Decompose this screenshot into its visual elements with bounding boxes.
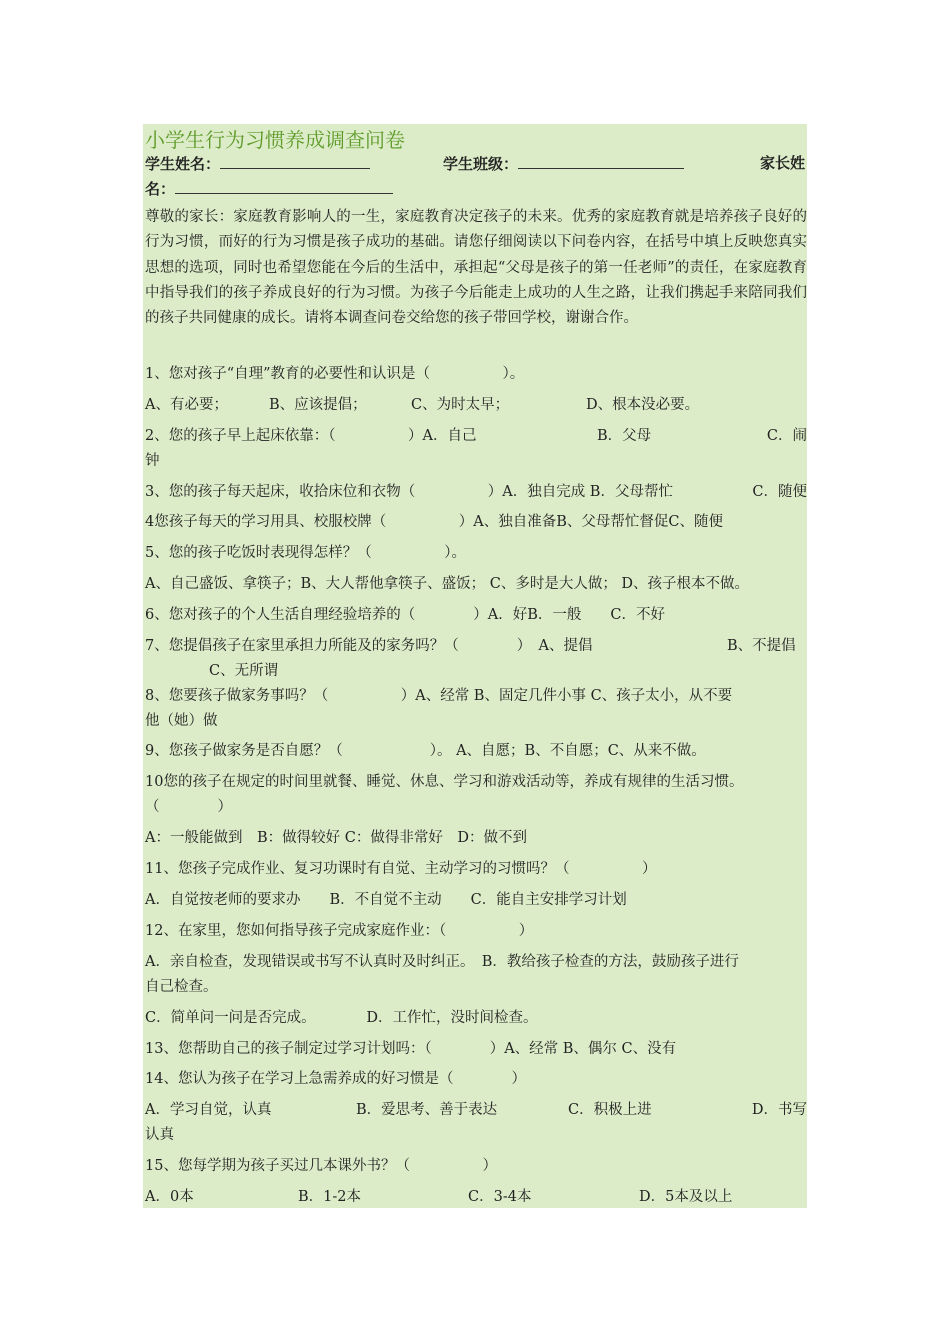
class-blank[interactable] (518, 152, 684, 169)
question-10-options: A：一般能做到 B：做得较好 C：做得非常好 D：做不到 (145, 830, 527, 846)
intro-paragraph: 尊敬的家长：家庭教育影响人的一生，家庭教育决定孩子的未来。优秀的家庭教育就是培养孩子良好的行为习惯，而好的行为习惯是孩子成功的基础。请您仔细阅读以下问卷内容，在括号中填上反映您真实思想的选项，同时也希望您能在今后的生活中，承担起“父母是孩子的第一任老师”的责任，在家庭教育中指导我们的孩子养成良好的行为习惯。为孩子今后能走上成功的人生之路，让我们携起手来陪同我们的孩子共同健康的成长。请将本调查问卷交给您的孩子带回学校，谢谢合作。 (145, 209, 807, 327)
question-13: 13、您帮助自己的孩子制定过学习计划吗：（ ）A、经常 B、偶尔 C、没有 (145, 1041, 677, 1057)
parent-name-field[interactable] (145, 177, 393, 199)
q1-option-b: B、应该提倡； (269, 397, 367, 413)
question-14-tail: 认真 (145, 1127, 174, 1143)
q14-option-a: A．学习自觉，认真 (145, 1102, 272, 1118)
q7-text: 7、您提倡孩子在家里承担力所能及的家务吗？（ ） A、提倡 (145, 638, 593, 654)
info-fields (145, 152, 805, 202)
q1-option-c: C、为时太早； (411, 397, 510, 413)
question-2-tail: 钟 (145, 453, 160, 469)
question-15-options (145, 1187, 733, 1207)
class-label: 学生班级： (443, 155, 519, 173)
question-7-option-c: C、无所谓 (209, 663, 279, 679)
page-title: 小学生行为习惯养成调查问卷 (145, 128, 405, 152)
question-9: 9、您孩子做家务是否自愿？（ ）。 A、自愿；B、不自愿；C、从来不做。 (145, 743, 706, 759)
question-14: 14、您认为孩子在学习上急需养成的好习惯是（ ） (145, 1071, 526, 1087)
question-10: 10您的孩子在规定的时间里就餐、睡觉、休息、学习和游戏活动等，养成有规律的生活习惯。 (145, 774, 744, 790)
question-2 (145, 426, 807, 446)
question-1-options (145, 395, 700, 415)
question-8: 8、您要孩子做家务事吗？（ ）A、经常 B、固定几件小事 C、孩子太小，从不要 (145, 688, 733, 704)
student-name-label: 学生姓名： (145, 155, 221, 173)
question-12-options-cd: C．简单问一问是否完成。 D．工作忙，没时间检查。 (145, 1010, 538, 1026)
class-field[interactable] (443, 152, 684, 174)
question-1: 1、您对孩子“自理”教育的必要性和认识是（ ）。 (145, 366, 525, 382)
q3-option-c: C．随便 (752, 484, 807, 500)
q1-option-d: D、根本没必要。 (586, 397, 700, 413)
q2-option-b: B．父母 (597, 428, 652, 444)
question-12-options: A．亲自检查，发现错误或书写不认真时及时纠正。 B．教给孩子检查的方法，鼓励孩子进行 (145, 954, 739, 970)
q14-option-d: D．书写 (751, 1102, 807, 1118)
question-12-options-tail: 自己检查。 (145, 979, 218, 995)
question-4: 4您孩子每天的学习用具、校服校牌（ ）A、独自准备B、父母帮忙督促C、随便 (145, 514, 723, 530)
question-5-options: A、自己盛饭、拿筷子；B、大人帮他拿筷子、盛饭； C、多时是大人做； D、孩子根本不做。 (145, 576, 750, 592)
question-10-blank: （ ） (145, 799, 232, 815)
question-11: 11、您孩子完成作业、复习功课时有自觉、主动学习的习惯吗？（ ） (145, 861, 657, 877)
q15-option-d: D．5本及以上 (639, 1189, 733, 1205)
question-3 (145, 482, 807, 502)
question-8-tail: 他（她）做 (145, 713, 218, 729)
question-11-options: A．自觉按老师的要求办 B．不自觉不主动 C．能自主安排学习计划 (145, 892, 627, 908)
q3-text: 3、您的孩子每天起床，收拾床位和衣物（ ）A．独自完成 B．父母帮忙 (145, 484, 673, 500)
q1-option-a: A、有必要； (145, 397, 228, 413)
q15-option-b: B．1-2本 (298, 1189, 362, 1205)
question-6: 6、您对孩子的个人生活自理经验培养的（ ）A．好B．一般 C．不好 (145, 607, 665, 623)
question-5: 5、您的孩子吃饭时表现得怎样？（ ）。 (145, 545, 466, 561)
q2-text: 2、您的孩子早上起床依靠：（ ）A．自己 (145, 428, 477, 444)
question-7 (145, 636, 807, 656)
question-15: 15、您每学期为孩子买过几本课外书？（ ） (145, 1158, 497, 1174)
q15-option-a: A．0本 (145, 1189, 194, 1205)
question-14-options (145, 1100, 807, 1120)
q14-option-b: B．爱思考、善于表达 (356, 1102, 498, 1118)
q7-option-b: B、不提倡 (727, 638, 796, 654)
parent-name-label-part1: 家长姓 (759, 154, 805, 172)
parent-name-label-part2: 名： (145, 180, 176, 198)
student-name-blank[interactable] (220, 152, 370, 169)
student-name-field[interactable] (145, 152, 370, 174)
q2-option-c: C．闹 (766, 428, 807, 444)
question-12: 12、在家里，您如何指导孩子完成家庭作业：（ ） (145, 923, 534, 939)
q14-option-c: C．积极上进 (568, 1102, 652, 1118)
parent-name-blank[interactable] (175, 177, 393, 194)
q15-option-c: C．3-4本 (468, 1189, 532, 1205)
